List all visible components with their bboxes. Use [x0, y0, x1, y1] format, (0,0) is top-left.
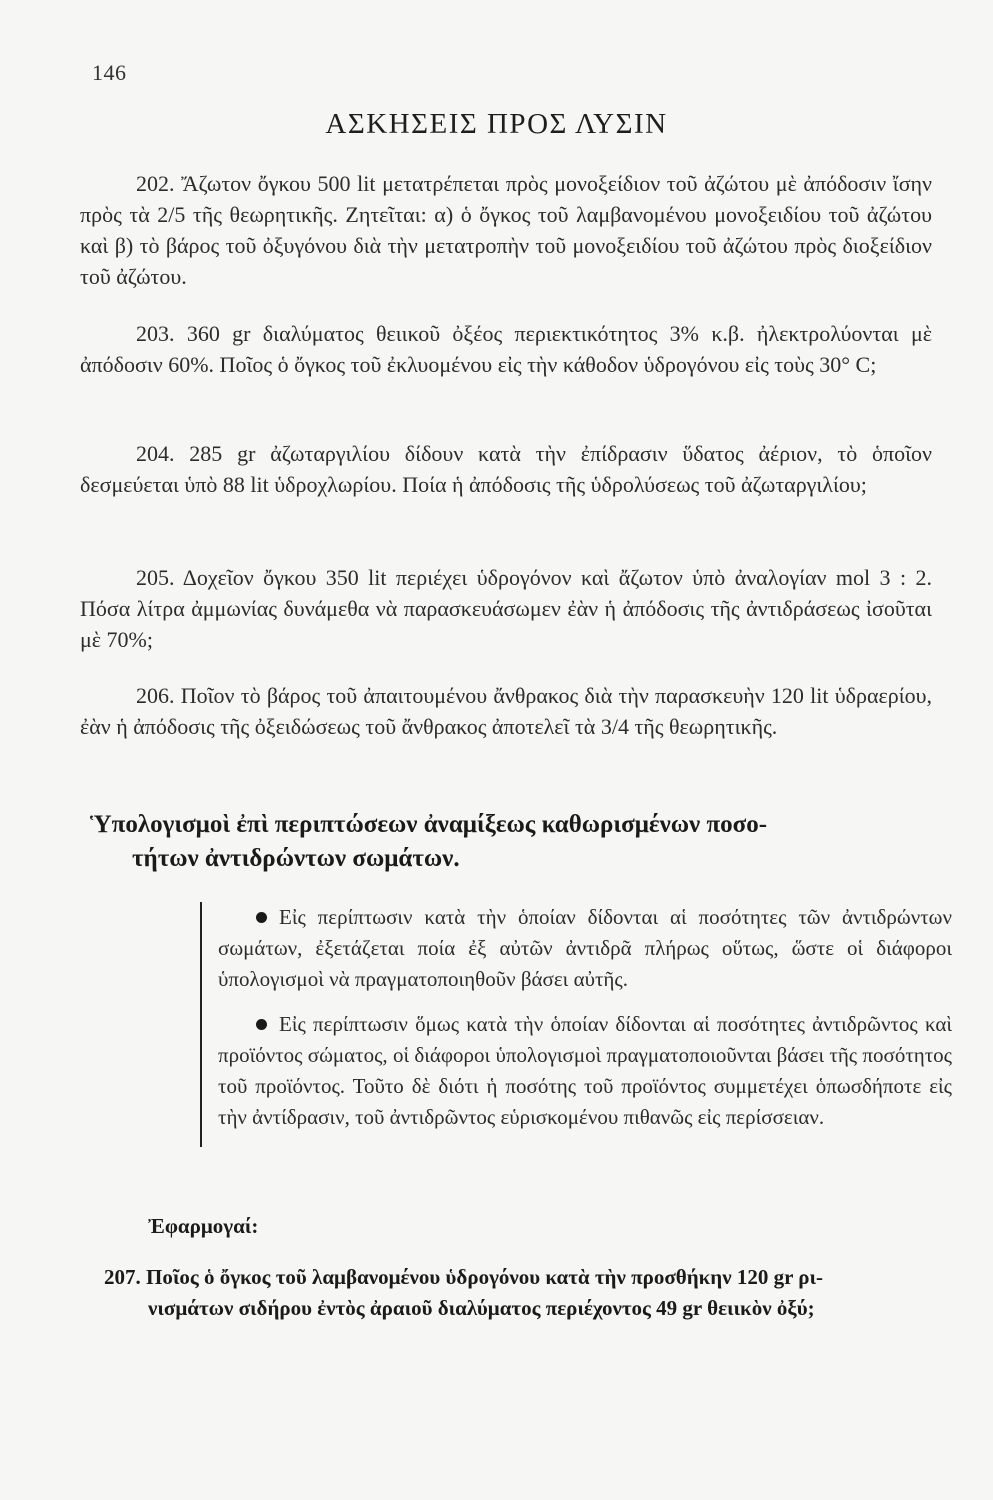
exercise-number: 204.: [136, 441, 175, 466]
bullet-icon: [256, 1019, 267, 1030]
exercise-text: 285 gr ἀζωταργιλίου δίδουν κατὰ τὴν ἐπίδρασιν ὕδατος ἀέριον, τὸ ὁποῖον δεσμεύεται ὑπὸ 88 lit ὑδροχλωρίου. Ποία ἡ ἀπόδοσις τῆς ὑδρολύσεως τοῦ ἀζωταργιλίου;: [80, 441, 933, 497]
exercise-number: 206.: [136, 683, 175, 708]
exercise-text: Δοχεῖον ὄγκου 350 lit περιέχει ὑδρογόνον καὶ ἄζωτον ὑπὸ ἀναλογίαν mol 3 : 2. Πόσα λίτρα ἀμμωνίας δυνάμεθα νὰ παρασκευάσωμεν ἐὰν ἡ ἀπόδοσις τῆς ἀντιδράσεως ἰσοῦται μὲ 70%;: [80, 565, 932, 652]
exercise-text: Ἄζωτον ὄγκου 500 lit μετατρέπεται πρὸς μονοξείδιον τοῦ ἀζώτου μὲ ἀπόδοσιν ἴσην πρὸς τὰ 2/5 τῆς θεωρητικῆς. Ζητεῖται: α) ὁ ὄγκος τοῦ λαμβανομένου μονοξειδίου τοῦ ἀζώτου καὶ β) τὸ βάρος τοῦ ὀξυγόνου διὰ τὴν μετατροπὴν τοῦ μονοξειδίου τοῦ ἀζώτου πρὸς διοξείδιον τοῦ ἀζώτου.: [80, 171, 933, 289]
exercise-207: [104, 1262, 934, 1324]
exercise-text-line-1: Ποῖος ὁ ὄγκος τοῦ λαμβανομένου ὑδρογόνου κατὰ τὴν προσθήκην 120 gr ρι-: [146, 1265, 824, 1289]
exercise-203: [80, 318, 932, 380]
note-text: Εἰς περίπτωσιν κατὰ τὴν ὁποίαν δίδονται αἱ ποσότητες τῶν ἀντιδρώντων σωμάτων, ἐξετάζεται ποία ἐξ αὐτῶν ἀντιδρᾶ πλήρως οὕτως, ὥστε οἱ διάφοροι ὑπολογισμοὶ νὰ πραγματοποιηθοῦν βάσει αὐτῆς.: [218, 905, 952, 991]
section-heading-line-1: Ὑπολογισμοὶ ἐπὶ περιπτώσεων ἀναμίξεως καθωρισμένων ποσο-: [90, 811, 768, 838]
section-heading: [90, 808, 940, 876]
exercise-number: 205.: [136, 565, 175, 590]
exercise-text: 360 gr διαλύματος θειικοῦ ὀξέος περιεκτικότητος 3% κ.β. ἠλεκτρολύονται μὲ ἀπόδοσιν 60%. Ποῖος ὁ ὄγκος τοῦ ἐκλυομένου εἰς τὴν κάθοδον ὑδρογόνου εἰς τοὺς 30° C;: [80, 321, 932, 377]
applications-label: Ἐφαρμογαί:: [148, 1214, 259, 1238]
exercise-206: [80, 680, 932, 742]
note-2: [218, 1009, 952, 1133]
exercise-202: [80, 168, 932, 292]
page-number: 146: [92, 60, 127, 85]
section-heading-line-2: τήτων ἀντιδρώντων σωμάτων.: [132, 845, 460, 872]
note-text: Εἰς περίπτωσιν ὅμως κατὰ τὴν ὁποίαν δίδονται αἱ ποσότητες ἀντιδρῶντος καὶ προϊόντος σώματος, οἱ διάφοροι ὑπολογισμοὶ πραγματοποιοῦνται βάσει τῆς ποσότητος τοῦ προϊόντος. Τοῦτο δὲ διότι ἡ ποσότης τοῦ προϊόντος συμμετέχει ὁπωσδήποτε εἰς τὴν ἀντίδρασιν, τοῦ ἀντιδρῶντος εὑρισκομένου πιθανῶς εἰς περίσσειαν.: [218, 1012, 952, 1129]
exercise-number: 202.: [136, 171, 175, 196]
bullet-icon: [256, 912, 267, 923]
notes-box: [200, 902, 952, 1147]
note-1: [218, 902, 952, 995]
exercise-number: 207.: [104, 1265, 141, 1289]
page-title: ΑΣΚΗΣΕΙΣ ΠΡΟΣ ΛΥΣΙΝ: [325, 108, 668, 140]
exercise-204: [80, 438, 932, 500]
exercise-number: 203.: [136, 321, 175, 346]
exercise-text-line-2: νισμάτων σιδήρου ἐντὸς ἀραιοῦ διαλύματος περιέχοντος 49 gr θειικὸν ὀξύ;: [148, 1296, 815, 1320]
exercise-205: [80, 562, 932, 655]
exercise-text: Ποῖον τὸ βάρος τοῦ ἀπαιτουμένου ἄνθρακος διὰ τὴν παρασκευὴν 120 lit ὑδραερίου, ἐὰν ἡ ἀπόδοσις τῆς ὀξειδώσεως τοῦ ἄνθρακος ἀποτελεῖ τὰ 3/4 τῆς θεωρητικῆς.: [80, 683, 933, 739]
